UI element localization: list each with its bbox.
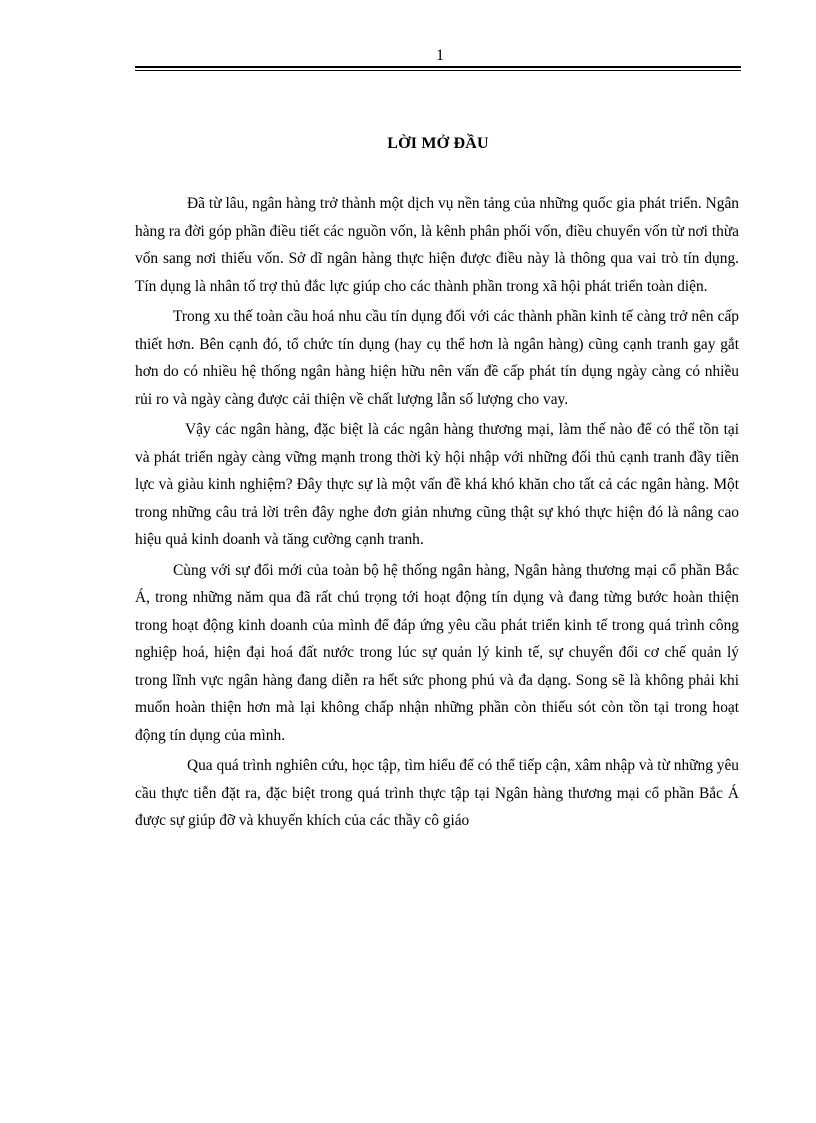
header-rule (135, 66, 741, 71)
paragraph-1: Đã từ lâu, ngân hàng trở thành một dịch vụ nền tảng của những quốc gia phát triển. Ngân hàng ra đời góp phần điều tiết các nguồn vốn, là kênh phân phối vốn, điều chuyển vốn từ nơi thừa vốn sang nơi thiếu vốn. Sở dĩ ngân hàng thực hiện được điều này là thông qua vai trò tín dụng. Tín dụng là nhân tố trợ thủ đắc lực giúp cho các thành phần trong xã hội phát triển toàn diện. (135, 195, 739, 295)
page-number: 1 (436, 47, 444, 64)
page-title: LỜI MỞ ĐẦU (387, 135, 489, 152)
paragraph-4: Cùng với sự đổi mới của toàn bộ hệ thống ngân hàng, Ngân hàng thương mại cổ phần Bắc Á, trong những năm qua đã rất chú trọng tới hoạt động tín dụng và đang từng bước hoàn thiện trong hoạt động kinh doanh của mình để đáp ứng yêu cầu phát triển kinh tế trong quá trình công nghiệp hoá, hiện đại hoá đất nước trong lúc sự quản lý kinh tế, sự chuyển đổi cơ chế quản lý trong lĩnh vực ngân hàng đang diễn ra hết sức phong phú và đa dạng. Song sẽ là không phải khi muốn hoàn thiện hơn mà lại không chấp nhận những phần còn thiếu sót còn tồn tại trong hoạt động tín dụng của mình. (135, 561, 739, 744)
paragraph-3: Vậy các ngân hàng, đặc biệt là các ngân hàng thương mại, làm thế nào để có thể tồn tại và phát triển ngày càng vững mạnh trong thời kỳ hội nhập với những đối thủ cạnh tranh đầy tiền lực và giàu kinh nghiệm? Đây thực sự là một vấn đề khá khó khăn cho tất cả các ngân hàng. Một trong những câu trả lời trên đây nghe đơn giản nhưng cũng thật sự khó thực hiện đó là nâng cao hiệu quả kinh doanh và tăng cường cạnh tranh. (135, 421, 739, 548)
paragraph-2: Trong xu thế toàn cầu hoá nhu cầu tín dụng đối với các thành phần kinh tế càng trở nên cấp thiết hơn. Bên cạnh đó, tổ chức tín dụng (hay cụ thể hơn là ngân hàng) cũng cạnh tranh gay gắt hơn do có nhiều hệ thống ngân hàng hiện hữu nên vấn đề cấp phát tín dụng ngày càng có nhiều rủi ro và ngày càng được cải thiện về chất lượng lẫn số lượng cho vay. (135, 308, 739, 408)
paragraph-5: Qua quá trình nghiên cứu, học tập, tìm hiểu để có thể tiếp cận, xâm nhập và từ những yêu cầu thực tiễn đặt ra, đặc biệt trong quá trình thực tập tại Ngân hàng thương mại cổ phần Bắc Á được sự giúp đỡ và khuyến khích của các thầy cô giáo (135, 757, 739, 829)
body-text (135, 190, 739, 835)
